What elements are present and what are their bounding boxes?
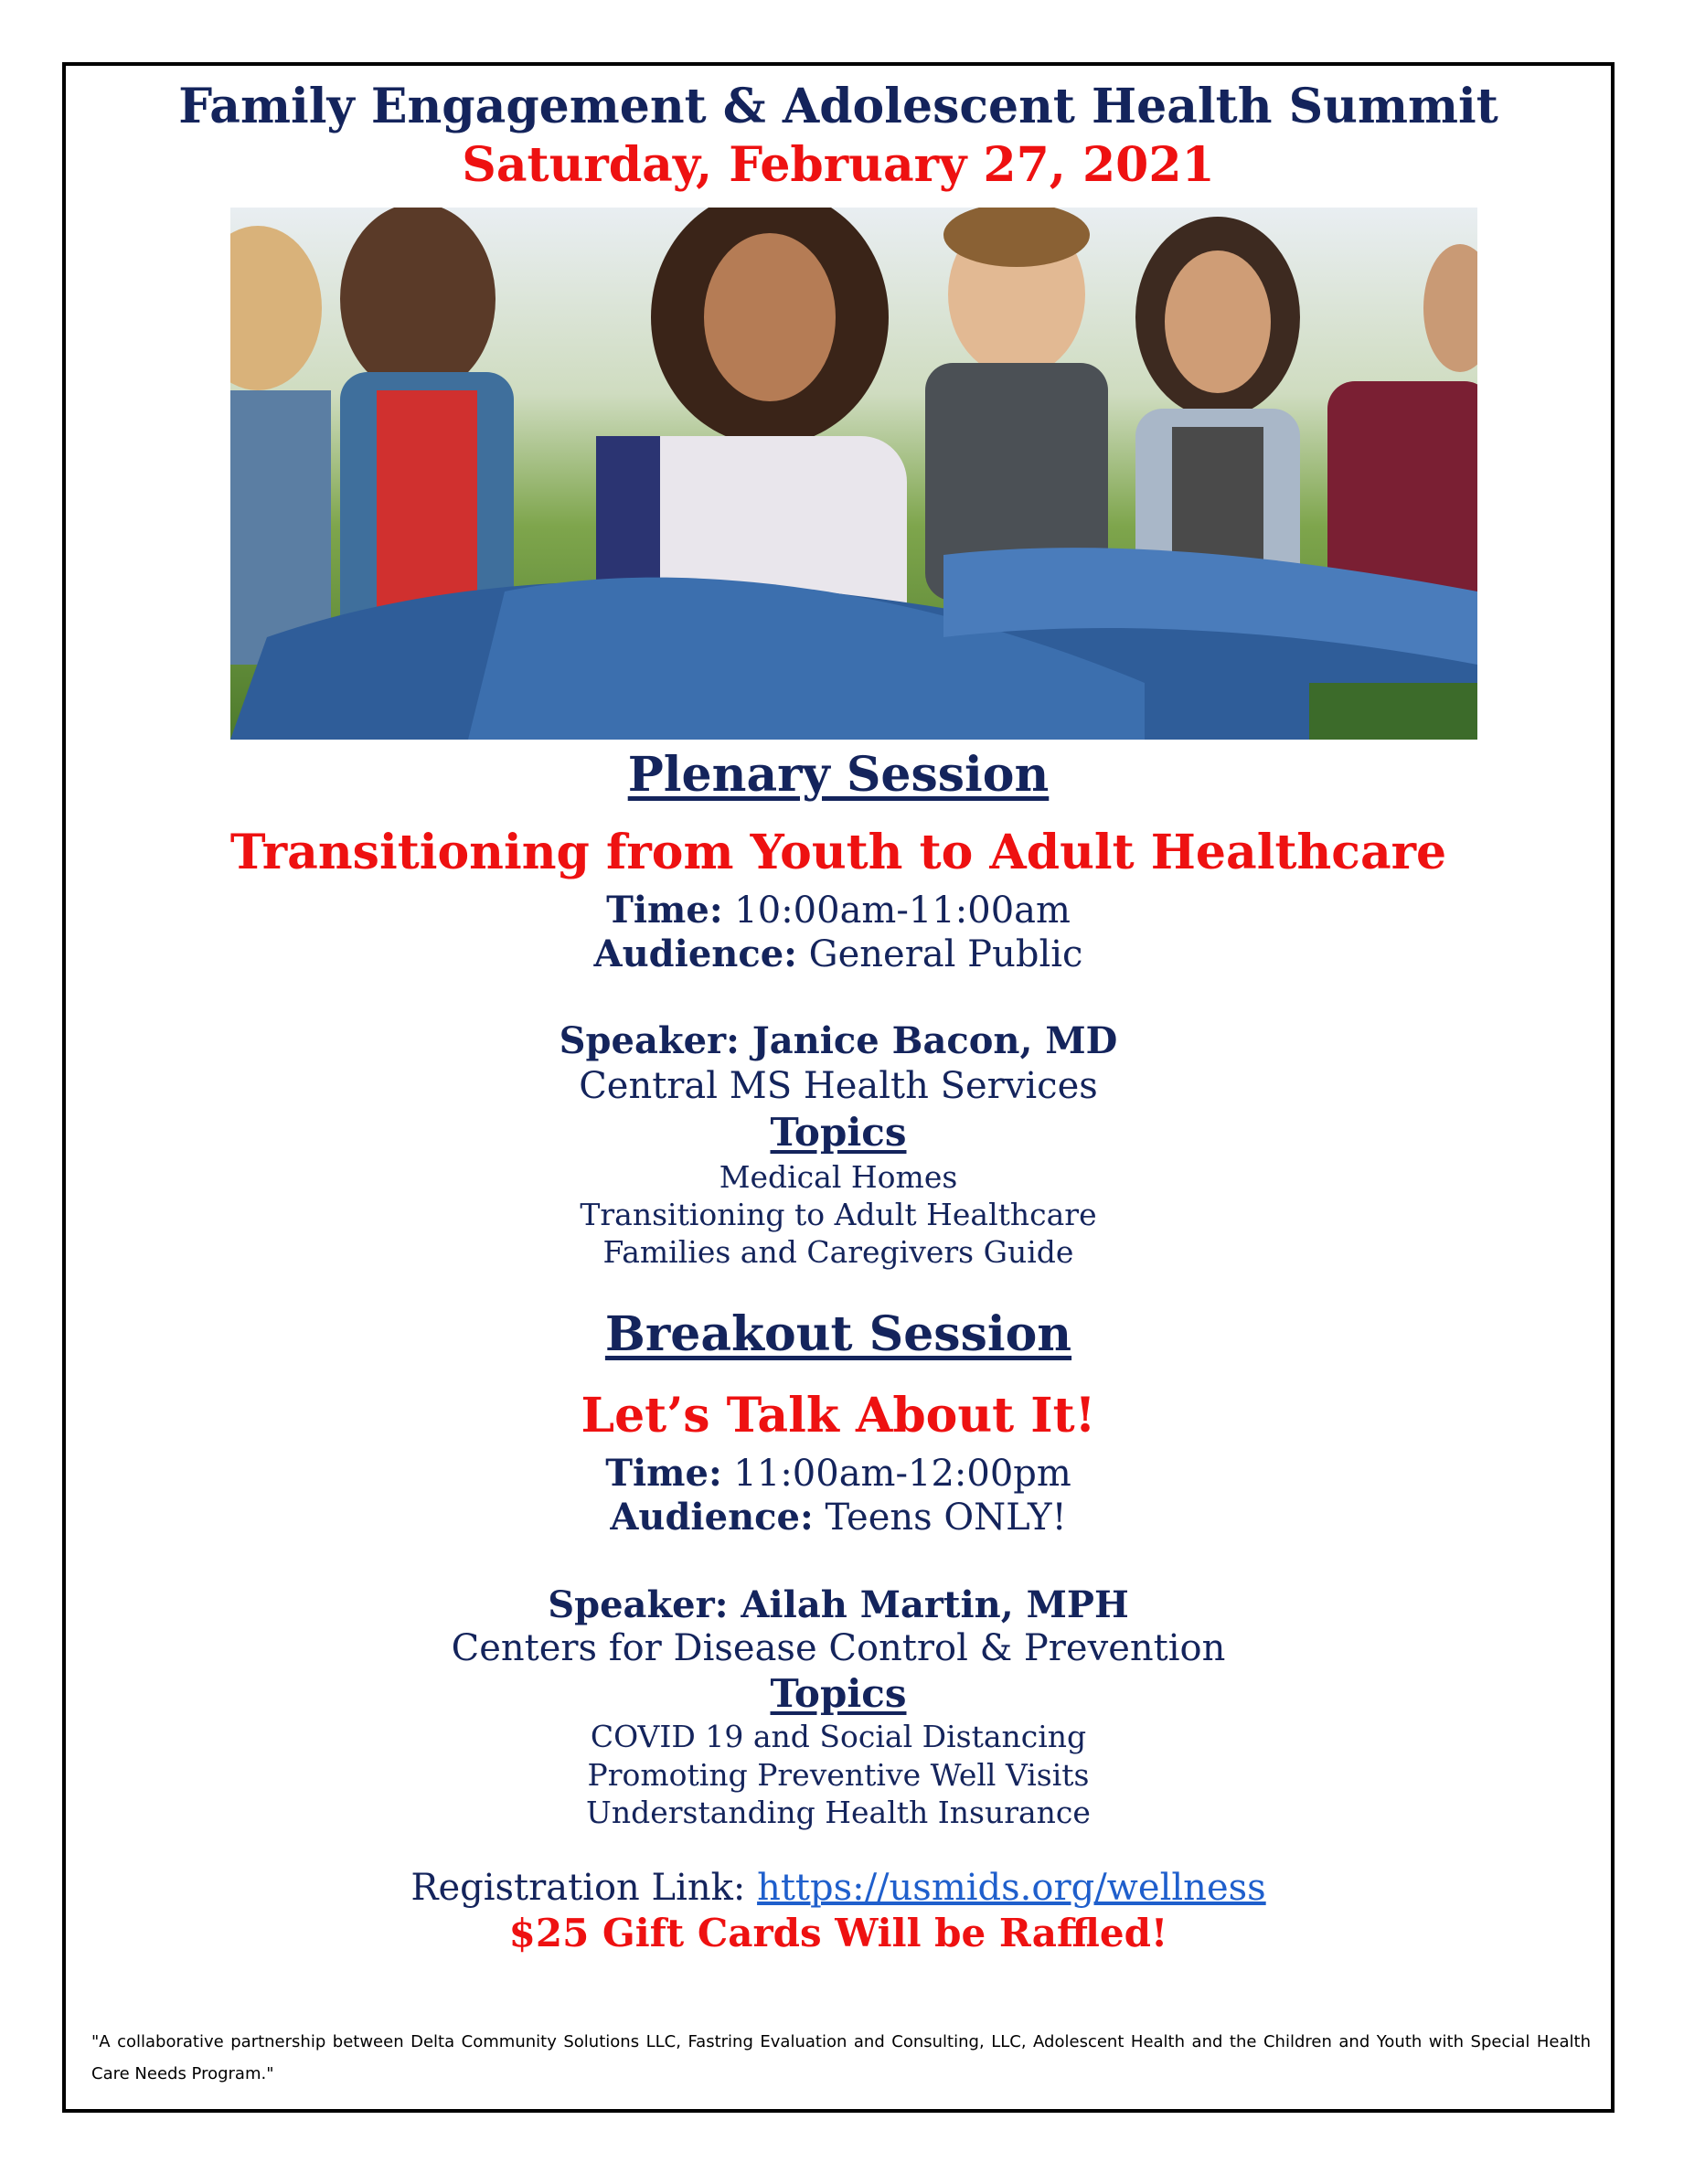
audience-value: Teens ONLY! [825,1497,1067,1539]
time-label: Time: [606,889,723,932]
plenary-topic-item: Medical Homes [719,1159,958,1195]
audience-label: Audience: [610,1496,814,1539]
raffle-notice: $25 Gift Cards Will be Raffled! [508,1911,1168,1955]
plenary-session-title: Transitioning from Youth to Adult Healthcare [229,825,1447,880]
partnership-footer: "A collaborative partnership between Delta Community Solutions LLC, Fastring Evaluation and Consulting, LLC, Adolescent Health and the Children and Youth with Special Health Care Needs Program." [91,2032,1591,2083]
plenary-topics-heading: Topics [770,1110,907,1155]
time-value: 10:00am-11:00am [734,890,1071,932]
audience-value: General Public [808,933,1083,975]
event-date: Saturday, February 27, 2021 [462,137,1215,193]
breakout-heading: Breakout Session [604,1306,1072,1362]
plenary-heading: Plenary Session [627,747,1050,803]
registration-line [66,1867,1611,1909]
audience-label: Audience: [593,932,797,975]
registration-label: Registration Link: [410,1867,746,1909]
registration-link[interactable]: https://usmids.org/wellness [757,1867,1266,1909]
breakout-audience [66,1496,1611,1539]
breakout-speaker: Speaker: Ailah Martin, MPH [548,1583,1129,1626]
breakout-topics-heading: Topics [770,1671,907,1716]
plenary-time [66,889,1611,932]
plenary-topic-item: Families and Caregivers Guide [602,1234,1074,1270]
breakout-session-title: Let’s Talk About It! [581,1388,1096,1444]
breakout-topic-item: Promoting Preventive Well Visits [587,1757,1090,1793]
breakout-topic-item: COVID 19 and Social Distancing [590,1719,1087,1754]
group-of-teens-photo [230,208,1477,740]
plenary-audience [66,932,1611,975]
time-value: 11:00am-12:00pm [733,1453,1071,1495]
breakout-time [66,1452,1611,1495]
plenary-organization: Central MS Health Services [579,1065,1098,1107]
flyer-frame [62,62,1615,2113]
time-label: Time: [605,1452,722,1495]
plenary-speaker: Speaker: Janice Bacon, MD [559,1019,1118,1062]
event-title: Family Engagement & Adolescent Health Summit [178,79,1498,134]
breakout-topic-item: Understanding Health Insurance [586,1795,1091,1830]
plenary-topic-item: Transitioning to Adult Healthcare [580,1197,1097,1232]
breakout-organization: Centers for Disease Control & Prevention [451,1627,1226,1669]
